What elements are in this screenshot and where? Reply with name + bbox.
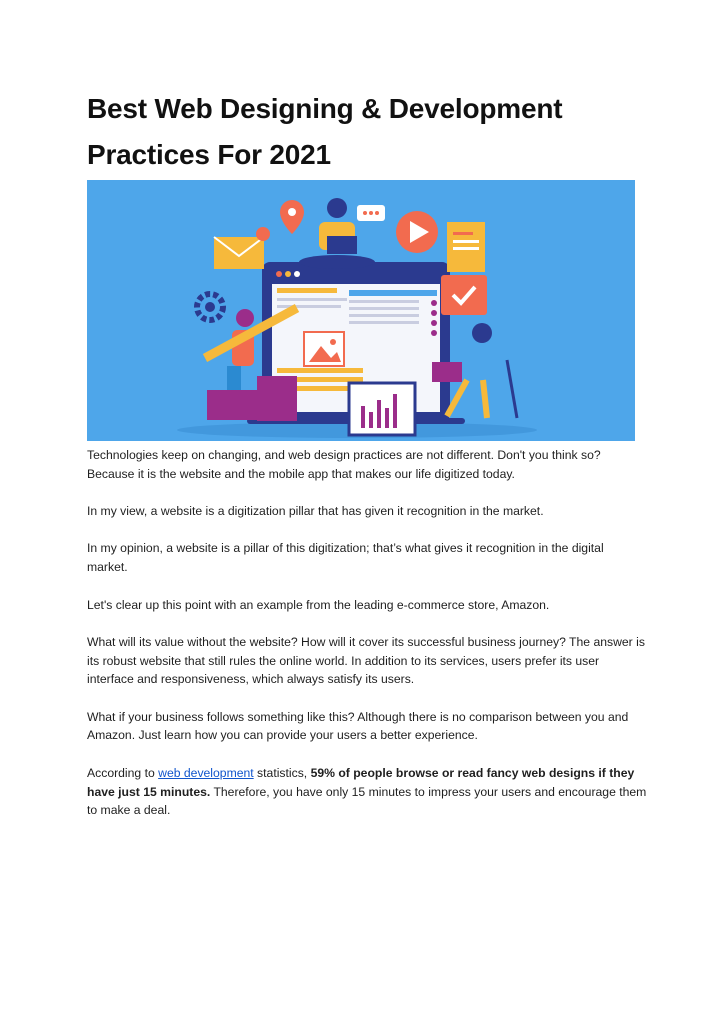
document-icon — [447, 222, 485, 272]
chat-bubble-icon — [357, 205, 385, 221]
title-line-1: Best Web Designing & Development — [87, 93, 563, 124]
mail-icon — [214, 227, 270, 269]
p7-tail: Therefore, you have only 15 minutes to impress your users and encourage them to make a deal. — [87, 784, 647, 818]
paragraph-7 — [87, 764, 647, 820]
p7-bold-stat: 59% of people browse or read fancy web designs if they have just 15 minutes. — [87, 765, 635, 799]
image-icon — [304, 332, 344, 366]
play-icon — [396, 211, 438, 253]
web-development-link[interactable]: web development — [158, 765, 254, 780]
paragraph-3: In my opinion, a website is a pillar of this digitization; that’s what gives it recognition in the digital market. — [87, 541, 604, 575]
gear-icon — [197, 294, 223, 320]
p7-lead: According to — [87, 765, 159, 780]
location-pin-icon — [280, 200, 304, 234]
p7-mid: statistics, — [253, 765, 311, 780]
paragraph-1: Technologies keep on changing, and web design practices are not different. Don't you think so? Because it is the website and the mobile app that makes our life digitized today. — [87, 448, 601, 481]
article-body — [87, 446, 647, 839]
checkbox-icon — [441, 275, 487, 315]
title-line-2: Practices For 2021 — [87, 139, 331, 170]
paragraph-5: What will its value without the website? How will it cover its successful business journey? The answer is its robust website that still rules the online world. In addition to its services, users prefer its user interface and responsiveness, which always satisfy its users. — [87, 634, 645, 687]
paragraph-2: In my view, a website is a digitization pillar that has given it recognition in the market. — [87, 504, 544, 519]
bar-chart-icon — [349, 383, 415, 435]
page-title — [87, 86, 647, 178]
hero-illustration — [87, 180, 635, 441]
paragraph-6: What if your business follows something like this? Although there is no comparison between you and Amazon. Just learn how you can provide your users a better experience. — [87, 709, 629, 743]
paragraph-4: Let's clear up this point with an example from the leading e-commerce store, Amazon. — [87, 597, 550, 612]
